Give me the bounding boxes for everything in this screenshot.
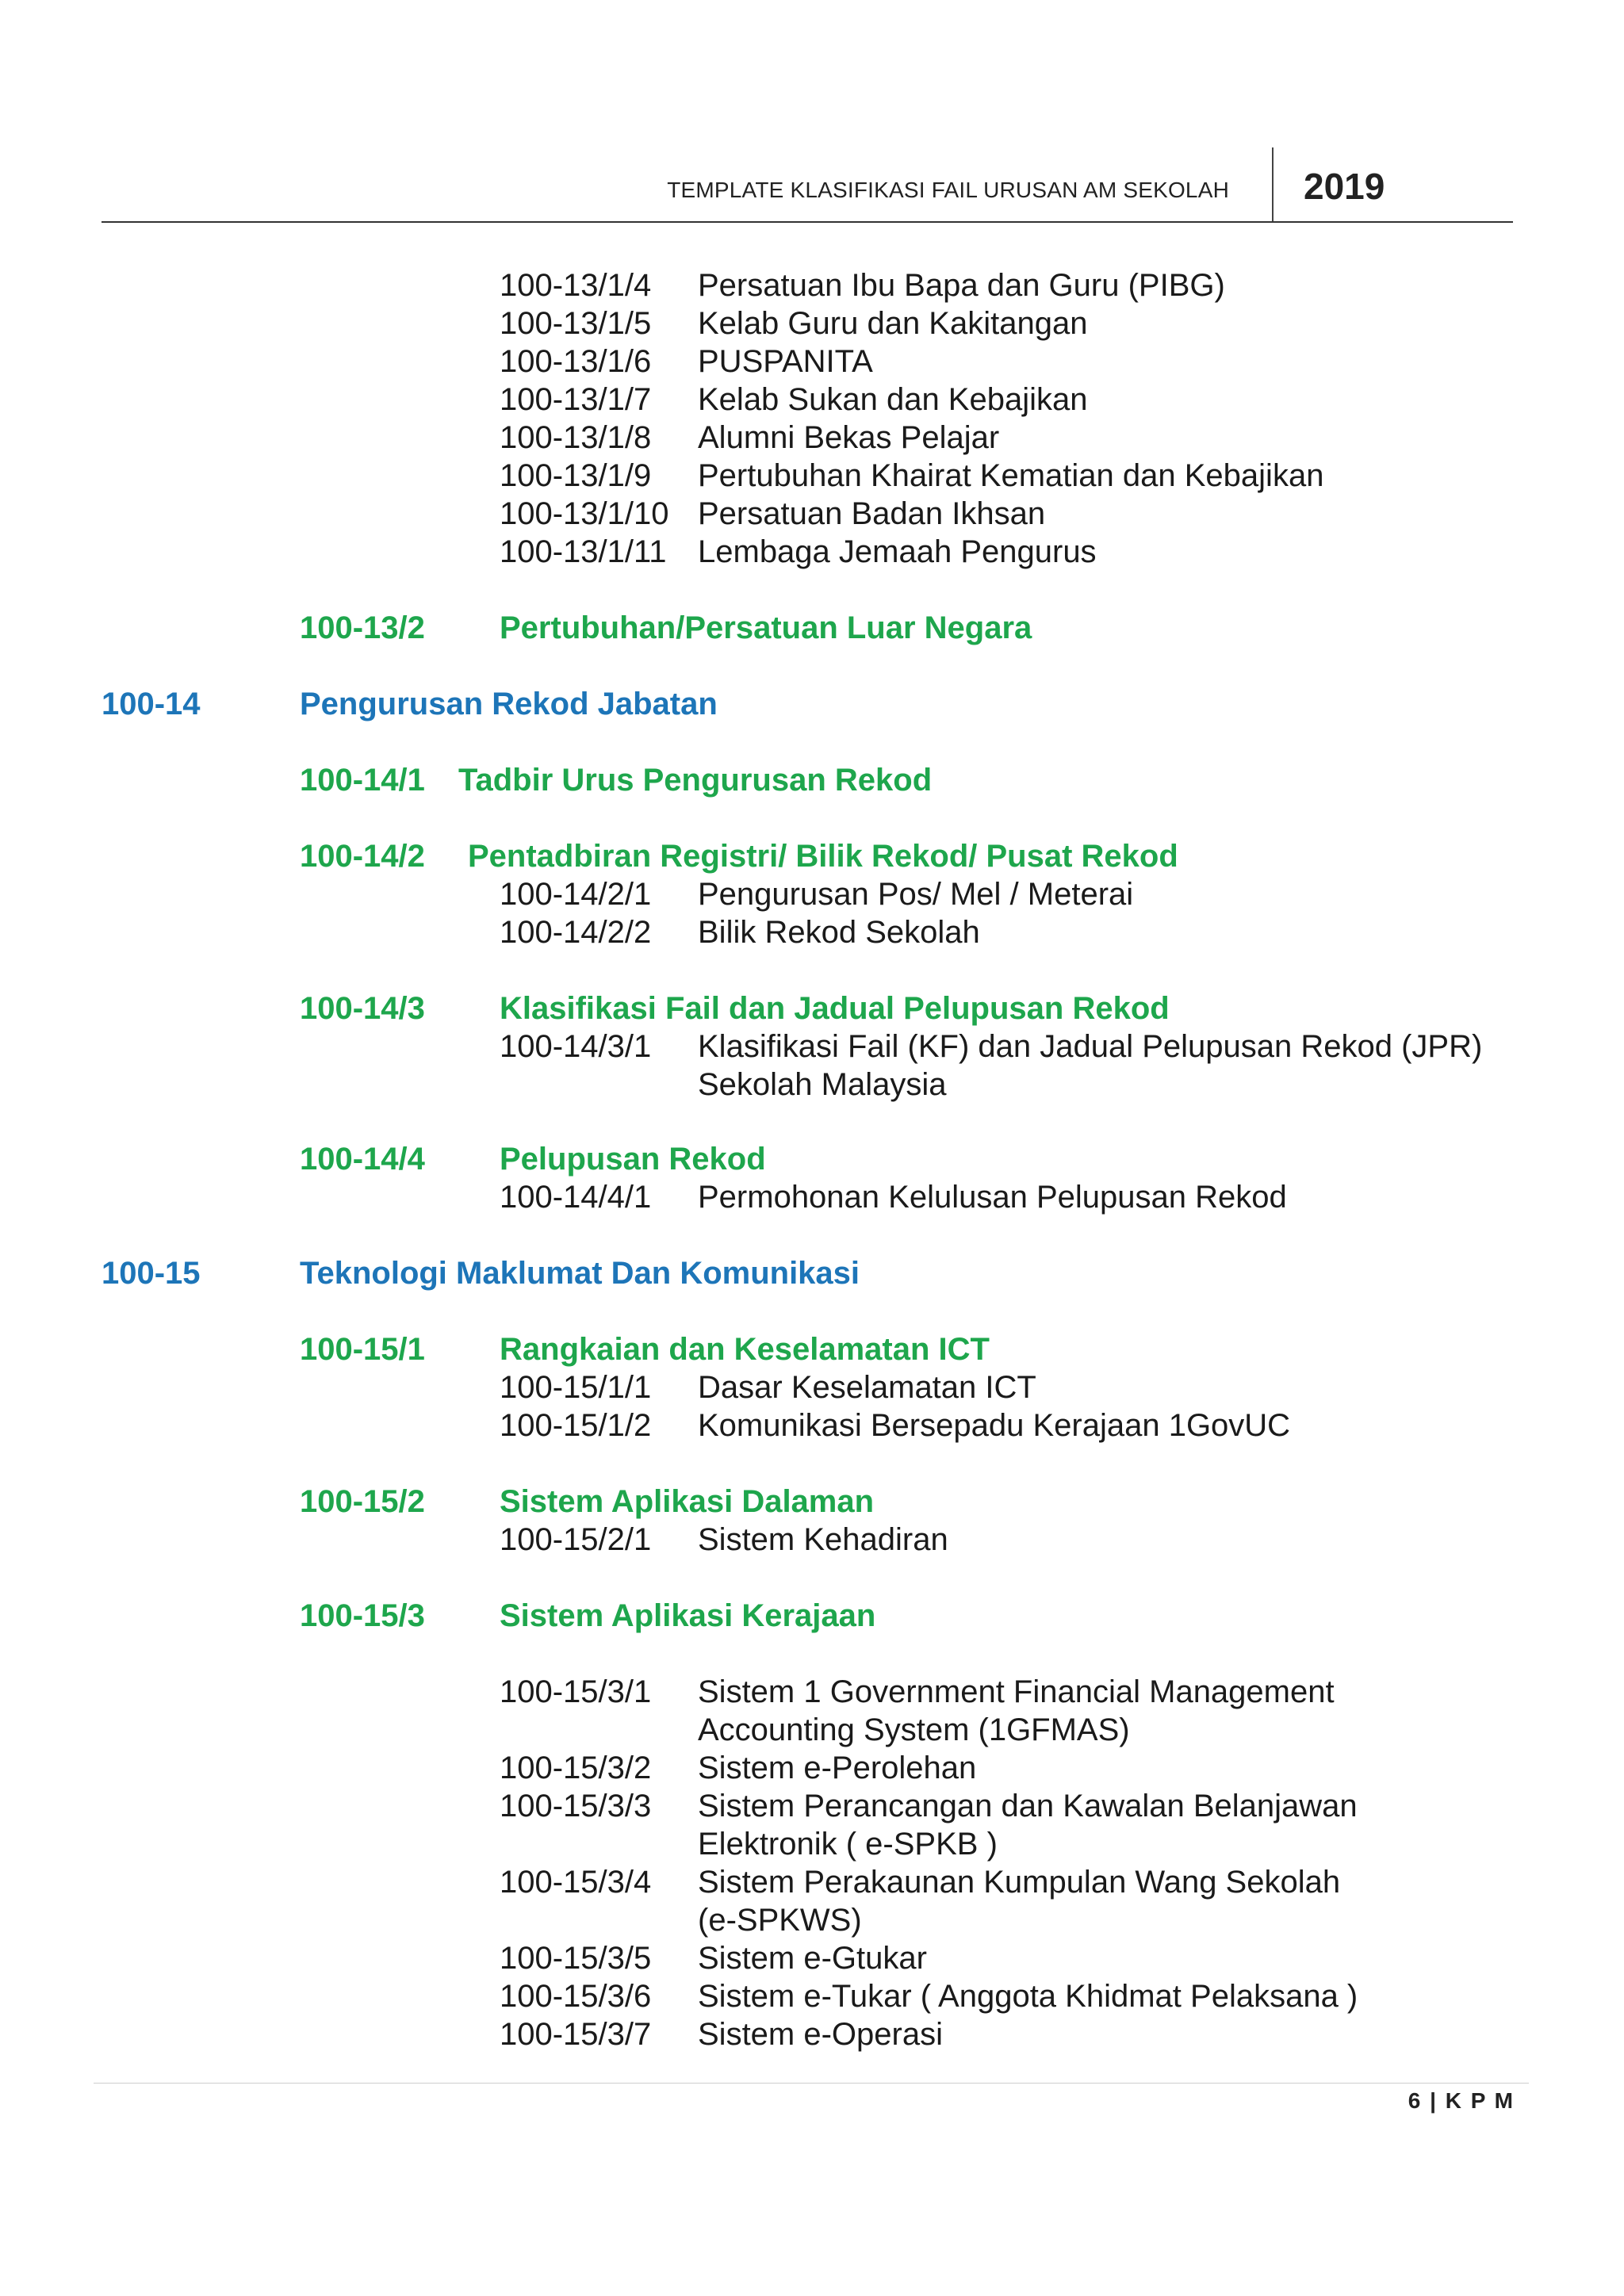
entry-title-continued: Accounting System (1GFMAS)	[698, 1712, 1130, 1747]
entry-title-continued: Elektronik ( e-SPKB )	[698, 1827, 998, 1862]
entry-title: Kelab Guru dan Kakitangan	[698, 306, 1088, 341]
entry-code: 100-15/3/3	[500, 1789, 652, 1823]
entry-title: Persatuan Ibu Bapa dan Guru (PIBG)	[698, 268, 1225, 303]
header-rule	[102, 221, 1513, 223]
document-header-title: TEMPLATE KLASIFIKASI FAIL URUSAN AM SEKOLAH	[667, 178, 1229, 202]
entry-title: Sistem e-Tukar ( Anggota Khidmat Pelaksana )	[698, 1979, 1358, 2014]
entry-code: 100-13/1/9	[500, 458, 652, 493]
entry-code: 100-13/1/4	[500, 268, 652, 303]
entry-code: 100-13/1/6	[500, 344, 652, 379]
page-number: 6 | K P M	[1408, 2088, 1515, 2113]
entry-code: 100-14/1	[300, 763, 425, 798]
entry-title: Sistem e-Operasi	[698, 2017, 943, 2052]
entry-code: 100-15/3/5	[500, 1941, 652, 1976]
entry-code: 100-15/3/7	[500, 2017, 652, 2052]
entry-code: 100-14/4/1	[500, 1180, 652, 1215]
entry-code: 100-13/1/7	[500, 382, 652, 417]
entry-code: 100-13/1/8	[500, 420, 652, 455]
entry-code: 100-14/3	[300, 991, 425, 1026]
entry-code: 100-14/4	[300, 1142, 425, 1177]
entry-title: Sistem Perakaunan Kumpulan Wang Sekolah	[698, 1865, 1341, 1900]
entry-title: Sistem Perancangan dan Kawalan Belanjawan	[698, 1789, 1358, 1823]
entry-title: Komunikasi Bersepadu Kerajaan 1GovUC	[698, 1408, 1291, 1443]
entry-code: 100-15/3/6	[500, 1979, 652, 2014]
entry-title: Rangkaian dan Keselamatan ICT	[500, 1332, 990, 1367]
entry-title: Sistem Aplikasi Kerajaan	[500, 1598, 876, 1633]
entry-code: 100-15/1/1	[500, 1370, 652, 1405]
entry-title: Klasifikasi Fail (KF) dan Jadual Pelupusan Rekod (JPR)	[698, 1029, 1483, 1064]
entry-title: Bilik Rekod Sekolah	[698, 915, 980, 950]
entry-title: Pengurusan Pos/ Mel / Meterai	[698, 877, 1134, 912]
entry-title: Pertubuhan Khairat Kematian dan Kebajikan	[698, 458, 1324, 493]
entry-code: 100-15/2/1	[500, 1522, 652, 1557]
entry-title: Kelab Sukan dan Kebajikan	[698, 382, 1088, 417]
document-header-year: 2019	[1304, 166, 1385, 207]
footer-rule	[94, 2083, 1529, 2084]
entry-title: Tadbir Urus Pengurusan Rekod	[458, 763, 933, 798]
entry-title: Teknologi Maklumat Dan Komunikasi	[300, 1256, 860, 1291]
entry-title: PUSPANITA	[698, 344, 873, 379]
entry-code: 100-15/2	[300, 1484, 425, 1519]
entry-code: 100-13/2	[300, 610, 425, 645]
entry-title: Pelupusan Rekod	[500, 1142, 766, 1177]
entry-title: Sistem Kehadiran	[698, 1522, 948, 1557]
entry-title: Lembaga Jemaah Pengurus	[698, 534, 1097, 569]
entry-title: Sistem e-Perolehan	[698, 1751, 977, 1785]
entry-code: 100-13/1/10	[500, 496, 669, 531]
entry-code: 100-14	[102, 687, 201, 721]
entry-code: 100-15/3/1	[500, 1674, 652, 1709]
entry-title: Pengurusan Rekod Jabatan	[300, 687, 718, 721]
entry-title-continued: (e-SPKWS)	[698, 1903, 862, 1938]
entry-code: 100-13/1/11	[500, 534, 667, 569]
entry-title: Permohonan Kelulusan Pelupusan Rekod	[698, 1180, 1287, 1215]
entry-code: 100-15/3/2	[500, 1751, 652, 1785]
entry-code: 100-15/3	[300, 1598, 425, 1633]
entry-title-continued: Sekolah Malaysia	[698, 1067, 947, 1102]
entry-title: Persatuan Badan Ikhsan	[698, 496, 1046, 531]
entry-code: 100-15/3/4	[500, 1865, 652, 1900]
entry-code: 100-15/1	[300, 1332, 425, 1367]
entry-code: 100-15	[102, 1256, 201, 1291]
entry-code: 100-14/2/1	[500, 877, 652, 912]
entry-code: 100-15/1/2	[500, 1408, 652, 1443]
entry-title: Klasifikasi Fail dan Jadual Pelupusan Rekod	[500, 991, 1170, 1026]
entry-title: Sistem 1 Government Financial Management	[698, 1674, 1335, 1709]
entry-code: 100-13/1/5	[500, 306, 652, 341]
header-divider-vertical	[1272, 147, 1274, 222]
entry-title: Pentadbiran Registri/ Bilik Rekod/ Pusat Rekod	[468, 839, 1178, 874]
entry-code: 100-14/3/1	[500, 1029, 652, 1064]
entry-title: Sistem Aplikasi Dalaman	[500, 1484, 875, 1519]
entry-title: Dasar Keselamatan ICT	[698, 1370, 1036, 1405]
entry-title: Pertubuhan/Persatuan Luar Negara	[500, 610, 1032, 645]
entry-title: Sistem e-Gtukar	[698, 1941, 927, 1976]
entry-title: Alumni Bekas Pelajar	[698, 420, 1000, 455]
entry-code: 100-14/2	[300, 839, 425, 874]
entry-code: 100-14/2/2	[500, 915, 652, 950]
